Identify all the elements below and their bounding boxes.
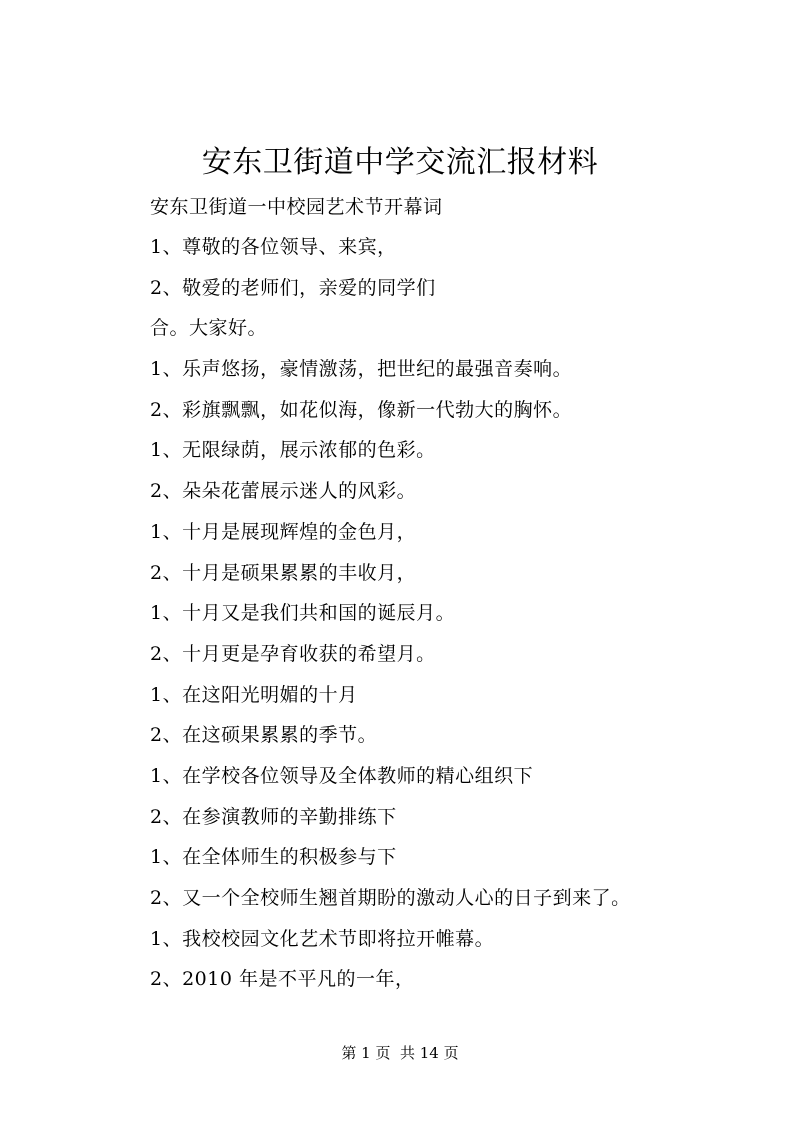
text-line: 2、敬爱的老师们，亲爱的同学们	[150, 276, 436, 299]
text-line: 1、无限绿荫，展示浓郁的色彩。	[150, 439, 436, 462]
text-line: 1、尊敬的各位领导、来宾，	[150, 236, 397, 258]
document-subtitle: 安东卫街道一中校园艺术节开幕词	[150, 196, 443, 218]
text-line: 2、朵朵花蕾展示迷人的风彩。	[150, 480, 417, 503]
text-line: 2、彩旗飘飘，如花似海，像新一代勃大的胸怀。	[150, 398, 573, 421]
text-line: 1、在全体师生的积极参与下	[150, 846, 397, 869]
text-line: 1、十月又是我们共和国的诞辰月。	[150, 602, 456, 625]
text-line: 2、在参演教师的辛勤排练下	[150, 805, 397, 828]
text-line: 1、乐声悠扬，豪情激荡，把世纪的最强音奏响。	[150, 358, 573, 381]
text-line: 1、在这阳光明媚的十月	[150, 683, 358, 706]
text-line: 2、在这硕果累累的季节。	[150, 724, 378, 747]
text-line: 2、十月是硕果累累的丰收月，	[150, 561, 417, 584]
text-line: 1、在学校各位领导及全体教师的精心组织下	[150, 764, 534, 787]
text-line: 2、2010 年是不平凡的一年，	[150, 968, 415, 991]
text-line: 1、十月是展现辉煌的金色月，	[150, 520, 417, 543]
page-footer: 第 1 页 共 14 页	[341, 1044, 459, 1062]
text-line: 1、我校校园文化艺术节即将拉开帷幕。	[150, 927, 495, 950]
page-title: 安东卫街道中学交流汇报材料	[201, 145, 599, 180]
text-line: 2、十月更是孕育收获的希望月。	[150, 642, 436, 665]
body-text	[150, 231, 631, 1004]
text-line: 合。大家好。	[150, 317, 268, 340]
text-line: 2、又一个全校师生翘首期盼的激动人心的日子到来了。	[150, 887, 631, 909]
